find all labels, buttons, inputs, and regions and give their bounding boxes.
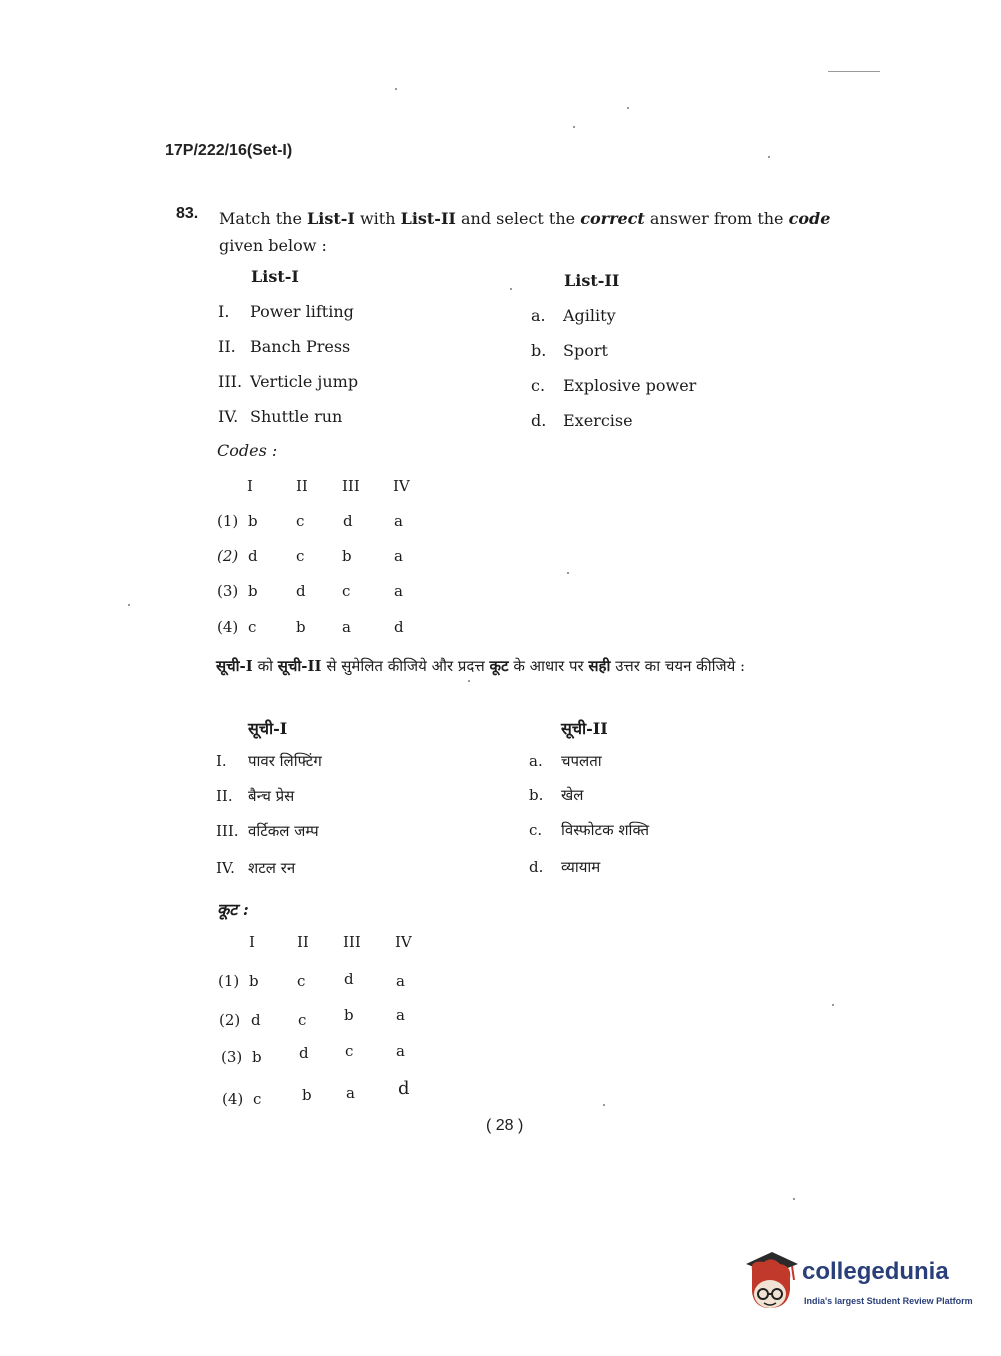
hindi-list-1-item: I. पावर लिफ्टिंग	[216, 752, 322, 770]
scan-speck	[468, 680, 470, 682]
hindi-list-2-item: d. व्यायाम	[529, 858, 601, 876]
scan-speck	[627, 107, 629, 109]
mascot-icon	[742, 1250, 800, 1314]
code-column-header: II	[296, 477, 308, 495]
hindi-code-cell: b	[249, 972, 259, 990]
code-column-header: III	[342, 477, 360, 495]
code-cell: a	[342, 618, 351, 636]
top-rule	[828, 71, 880, 72]
code-cell: b	[296, 618, 306, 636]
code-option: (1)	[217, 512, 239, 530]
scan-speck	[573, 126, 575, 128]
hindi-code-cell: a	[396, 972, 405, 990]
list-2-item: b. Sport	[531, 341, 608, 360]
brand-name: collegedunia	[802, 1258, 949, 1285]
list-1-item: II. Banch Press	[218, 337, 351, 356]
hindi-code-column-header: III	[343, 933, 361, 951]
hindi-code-column-header: IV	[395, 933, 412, 951]
list-1-title: List-I	[251, 267, 299, 286]
brand-tagline: India's largest Student Review Platform	[804, 1296, 973, 1306]
code-column-header: I	[247, 477, 253, 495]
hindi-codes-label: कूट :	[217, 900, 249, 919]
hindi-list-1-item: II. बैन्च प्रेस	[216, 787, 295, 805]
hindi-code-cell: d	[344, 970, 354, 988]
hindi-code-column-header: I	[249, 933, 255, 951]
hindi-code-cell: b	[252, 1048, 262, 1066]
code-cell: d	[394, 618, 404, 636]
list-2-item: d. Exercise	[531, 411, 633, 430]
list-1-item: I. Power lifting	[218, 302, 354, 321]
scan-speck	[603, 1104, 605, 1106]
list-1-item: III. Verticle jump	[218, 372, 359, 391]
hindi-code-cell: c	[297, 972, 306, 990]
hindi-code-cell: c	[253, 1090, 262, 1108]
code-cell: d	[296, 582, 306, 600]
question-text-hindi: सूची-I को सूची-II से सुमेलित कीजिये और प्रदत्त कूट के आधार पर सही उत्तर का चयन कीजिये :	[216, 657, 746, 675]
code-cell: d	[343, 512, 353, 530]
hindi-list-1-title: सूची-I	[248, 719, 288, 738]
hindi-code-cell: d	[299, 1044, 309, 1062]
code-option: (4)	[217, 618, 239, 636]
hindi-list-1-item: III. वर्टिकल जम्प	[216, 822, 319, 840]
hindi-code-option: (2)	[219, 1011, 241, 1029]
hindi-code-option: (4)	[222, 1090, 244, 1108]
hindi-code-cell: d	[251, 1011, 261, 1029]
paper-code: 17P/222/16(Set-I)	[165, 142, 293, 159]
code-cell: c	[296, 512, 305, 530]
list-2-item: a. Agility	[531, 306, 616, 325]
hindi-code-cell: a	[396, 1042, 405, 1060]
list-2-item: c. Explosive power	[531, 376, 697, 395]
hindi-list-1-item: IV. शटल रन	[216, 859, 296, 877]
hindi-code-option: (3)	[221, 1048, 243, 1066]
code-cell: b	[342, 547, 352, 565]
scan-speck	[768, 156, 770, 158]
code-cell: c	[248, 618, 257, 636]
hindi-list-2-item: c. विस्फोटक शक्ति	[529, 821, 650, 839]
collegedunia-logo	[742, 1250, 972, 1320]
hindi-list-2-item: a. चपलता	[529, 752, 602, 770]
code-option: (2)	[217, 547, 239, 565]
hindi-code-cell: b	[302, 1086, 312, 1104]
hindi-code-cell: c	[298, 1011, 307, 1029]
codes-label: Codes :	[217, 441, 278, 460]
hindi-code-option: (1)	[218, 972, 240, 990]
hindi-code-cell: a	[396, 1006, 405, 1024]
question-number: 83.	[176, 205, 199, 222]
code-option: (3)	[217, 582, 239, 600]
scan-speck	[128, 604, 130, 606]
code-column-header: IV	[393, 477, 410, 495]
scan-speck	[832, 1004, 834, 1006]
hindi-list-2-title: सूची-II	[561, 719, 608, 738]
question-text-english: Match the List-I with List-II and select the correct answer from the code given below :	[219, 209, 831, 255]
code-cell: a	[394, 547, 403, 565]
code-cell: c	[296, 547, 305, 565]
scan-speck	[510, 288, 512, 290]
code-cell: a	[394, 512, 403, 530]
code-cell: c	[342, 582, 351, 600]
hindi-code-column-header: II	[297, 933, 309, 951]
code-cell: d	[248, 547, 258, 565]
scan-speck	[793, 1198, 795, 1200]
hindi-code-cell: a	[346, 1084, 355, 1102]
code-cell: b	[248, 582, 258, 600]
code-cell: a	[394, 582, 403, 600]
list-1-item: IV. Shuttle run	[218, 407, 343, 426]
hindi-code-cell: c	[345, 1042, 354, 1060]
list-2-title: List-II	[564, 271, 620, 290]
hindi-code-cell: b	[344, 1006, 354, 1024]
code-cell: b	[248, 512, 258, 530]
scan-speck	[395, 88, 397, 90]
hindi-code-cell: d	[398, 1078, 410, 1099]
scan-speck	[567, 572, 569, 574]
page-number: ( 28 )	[486, 1117, 524, 1134]
hindi-list-2-item: b. खेल	[529, 786, 584, 804]
